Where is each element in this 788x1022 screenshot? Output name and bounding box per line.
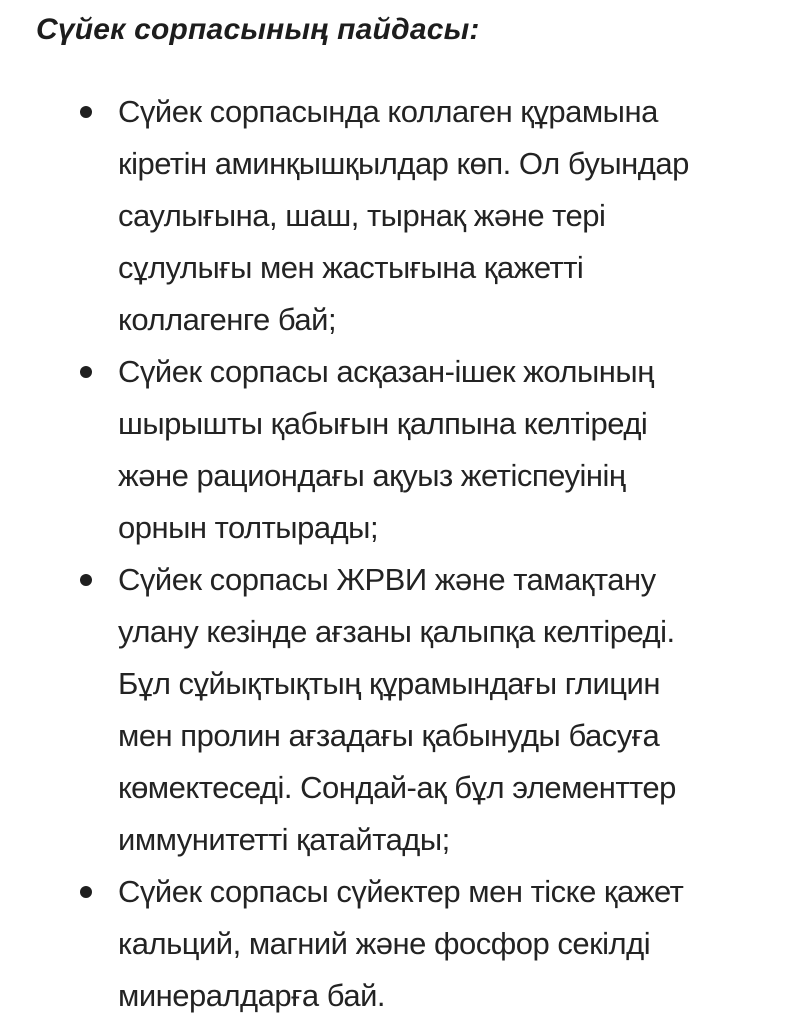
bullet-icon <box>80 574 92 586</box>
item-line: Сүйек сорпасында коллаген құрамына <box>118 94 658 129</box>
list-item <box>0 86 788 346</box>
item-line: улану кезінде ағзаны қалыпқа келтіреді. <box>118 614 675 649</box>
list-item <box>0 554 788 866</box>
bullet-icon <box>80 886 92 898</box>
benefits-list <box>0 86 788 1022</box>
item-line: коллагенге бай; <box>118 302 337 337</box>
item-line: орнын толтырады; <box>118 510 379 545</box>
item-line: көмектеседі. Сондай-ақ бұл элементтер <box>118 770 676 805</box>
item-line: мен пролин ағзадағы қабынуды басуға <box>118 718 660 753</box>
item-line: саулығына, шаш, тырнақ және тері <box>118 198 606 233</box>
item-line: Сүйек сорпасы сүйектер мен тіске қажет <box>118 874 684 909</box>
item-line: Сүйек сорпасы ЖРВИ және тамақтану <box>118 562 656 597</box>
item-line: сұлулығы мен жастығына қажетті <box>118 250 584 285</box>
item-line: иммунитетті қатайтады; <box>118 822 450 857</box>
bullet-icon <box>80 106 92 118</box>
item-line: және рациондағы ақуыз жетіспеуінің <box>118 458 626 493</box>
item-line: Сүйек сорпасы асқазан-ішек жолының <box>118 354 654 389</box>
item-line: шырышты қабығын қалпына келтіреді <box>118 406 648 441</box>
section-heading: Сүйек сорпасының пайдасы: <box>36 13 480 46</box>
list-item <box>0 346 788 554</box>
item-line: Бұл сұйықтықтың құрамындағы глицин <box>118 666 660 701</box>
item-line: кіретін аминқышқылдар көп. Ол буындар <box>118 146 689 181</box>
item-line: минералдарға бай. <box>118 978 386 1013</box>
item-line: кальций, магний және фосфор секілді <box>118 926 651 961</box>
bullet-icon <box>80 366 92 378</box>
